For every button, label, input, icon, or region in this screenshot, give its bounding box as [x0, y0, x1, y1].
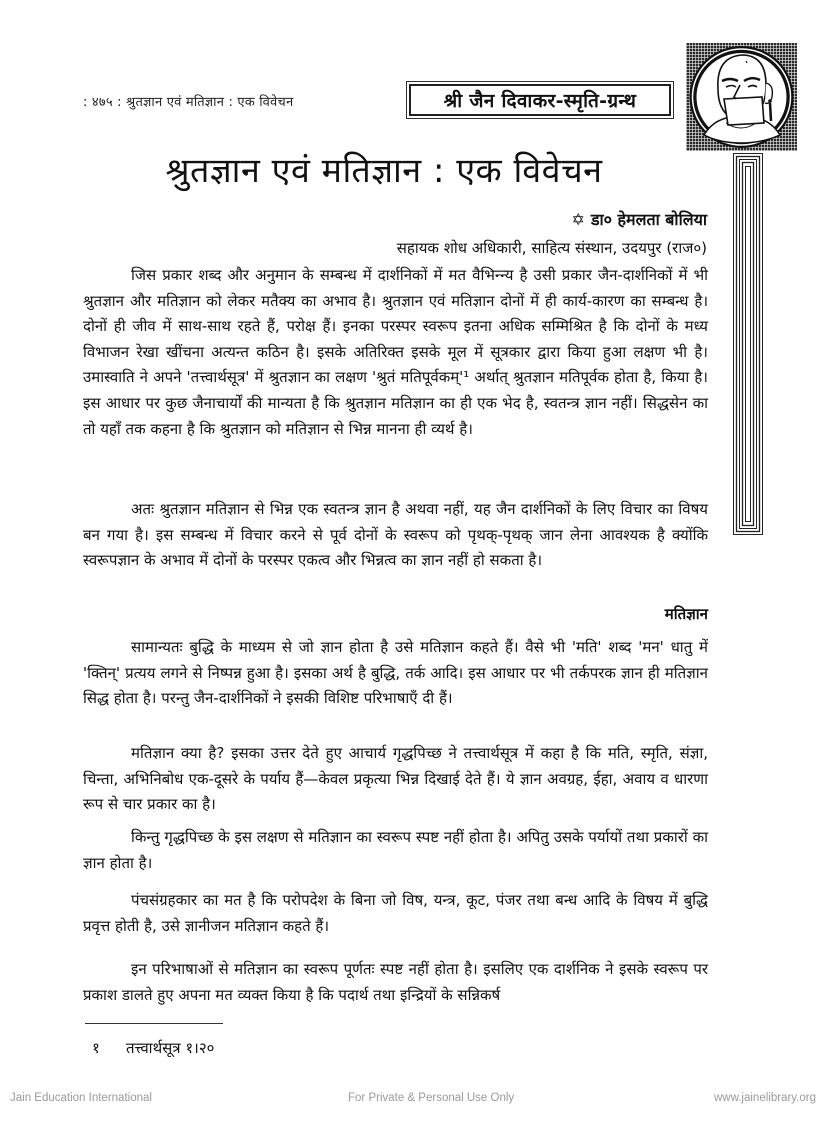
footnote-text: तत्त्वार्थसूत्र १।२० — [126, 1039, 215, 1057]
paragraph: जिस प्रकार शब्द और अनुमान के सम्बन्ध में दार्शनिकों में मत वैभिन्न्य है उसी प्रकार जैन-दार्शनिकों में भी श्रुतज्ञान और मतिज्ञान को लेकर मतैक्य का अभाव है। श्रुतज्ञान एवं मतिज्ञान दोनों में ही कार्य-कारण का सम्बन्ध है। दोनों ही जीव में साथ-साथ रहते हैं, परोक्ष हैं। इनका परस्पर स्वरूप इतना अधिक सम्मिश्रित है कि दोनों के मध्य विभाजन रेखा खींचना अत्यन्त कठिन है। इसके अतिरिक्त इसके मूल में सूत्रकार द्वारा किया हुआ लक्षण भी है। उमास्वाति ने अपने 'तत्त्वार्थसूत्र' में श्रुतज्ञान का लक्षण 'श्रुतं मतिपूर्वकम्'¹ अर्थात् श्रुतज्ञान मतिपूर्वक होता है, किया है। इस आधार पर कुछ जैनाचार्यों की मान्यता है कि श्रुतज्ञान मतिज्ञान का ही एक भेद है, स्वतन्त्र ज्ञान नहीं। सिद्धसेन का तो यहाँ तक कहना है कि श्रुतज्ञान को मतिज्ञान से भिन्न मानना ही व्यर्थ है। — [83, 266, 708, 438]
pillar-ornament-icon — [733, 153, 763, 535]
paragraph-intro-1 — [83, 263, 708, 442]
paragraph: मतिज्ञान क्या है? इसका उत्तर देते हुए आचार्य गृद्धपिच्छ ने तत्त्वार्थसूत्र में कहा है कि मति, स्मृति, संज्ञा, चिन्ता, अभिनिबोध एक-दूसरे के पर्याय हैं—केवल प्रकृत्या भिन्न दिखाई देते हैं। ये ज्ञान अवग्रह, ईहा, अवाय व धारणा रूप से चार प्रकार का है। — [83, 744, 708, 814]
portrait-medallion-icon — [686, 43, 797, 151]
portrait-icon — [686, 43, 797, 151]
footer-website-link[interactable]: www.jainelibrary.org — [713, 1092, 816, 1104]
paragraph: पंचसंग्रहकार का मत है कि परोपदेश के बिना जो विष, यन्त्र, कूट, पंजर तथा बन्ध आदि के विषय में बुद्धि प्रवृत्त होती है, उसे ज्ञानीजन मतिज्ञान कहते हैं। — [83, 891, 708, 935]
article-title: श्रुतज्ञान एवं मतिज्ञान : एक विवेचन — [165, 151, 603, 191]
paragraph: सामान्यतः बुद्धि के माध्यम से जो ज्ञान होता है उसे मतिज्ञान कहते हैं। वैसे भी 'मति' शब्द 'मन' धातु में 'क्तिन्' प्रत्यय लगने से निष्पन्न हुआ है। इसका अर्थ है बुद्धि, तर्क आदि। इस आधार पर भी तर्कपरक ज्ञान ही मतिज्ञान सिद्ध होता है। परन्तु जैन-दार्शनिकों ने इसकी विशिष्ट परिभाषाएँ दी हैं। — [83, 638, 708, 708]
series-title: श्री जैन दिवाकर-स्मृति-ग्रन्थ — [409, 84, 671, 116]
section-paragraph-3 — [83, 825, 708, 876]
paragraph: अतः श्रुतज्ञान मतिज्ञान से भिन्न एक स्वतन्त्र ज्ञान है अथवा नहीं, यह जैन दार्शनिकों के लिए विचार का विषय बन गया है। इस सम्बन्ध में विचार करने से पूर्व दोनों के स्वरूप को पृथक्-पृथक् जान लेना आवश्यक है क्योंकि स्वरूपज्ञान के अभाव में दोनों के परस्पर एकत्व और भिन्नत्व का ज्ञान नहीं हो सकता है। — [83, 500, 708, 570]
section-paragraph-5 — [83, 957, 708, 1008]
paragraph: किन्तु गृद्धपिच्छ के इस लक्षण से मतिज्ञान का स्वरूप स्पष्ट नहीं होता है। अपितु उसके पर्यायों तथा प्रकारों का ज्ञान होता है। — [83, 828, 708, 872]
series-title-box — [406, 81, 674, 119]
section-paragraph-4 — [83, 888, 708, 939]
author-name: डा० हेमलता बोलिया — [590, 210, 707, 229]
footer-usage-note: For Private & Personal Use Only — [348, 1092, 515, 1104]
page-footer — [0, 1092, 828, 1112]
footnote-divider — [85, 1023, 223, 1024]
paragraph-intro-2 — [83, 497, 708, 574]
footer-publisher: Jain Education International — [10, 1092, 152, 1104]
footnote-number: १ — [92, 1039, 100, 1057]
paragraph: इन परिभाषाओं से मतिज्ञान का स्वरूप पूर्णतः स्पष्ट नहीं होता है। इसलिए एक दार्शनिक ने इसके स्वरूप पर प्रकाश डालते हुए अपना मत व्यक्त किया है कि पदार्थ तथा इन्द्रियों के सन्निकर्ष — [83, 960, 708, 1004]
section-paragraph-1 — [83, 635, 708, 712]
running-header: : ४७५ : श्रुतज्ञान एवं मतिज्ञान : एक विवेचन — [83, 95, 294, 110]
star-icon: ✡ — [571, 210, 585, 229]
section-paragraph-2 — [83, 741, 708, 818]
author-affiliation: सहायक शोध अधिकारी, साहित्य संस्थान, उदयपुर (राज०) — [396, 239, 707, 257]
author-line — [400, 208, 707, 230]
footnote — [92, 1038, 214, 1058]
section-heading: मतिज्ञान — [664, 605, 708, 623]
